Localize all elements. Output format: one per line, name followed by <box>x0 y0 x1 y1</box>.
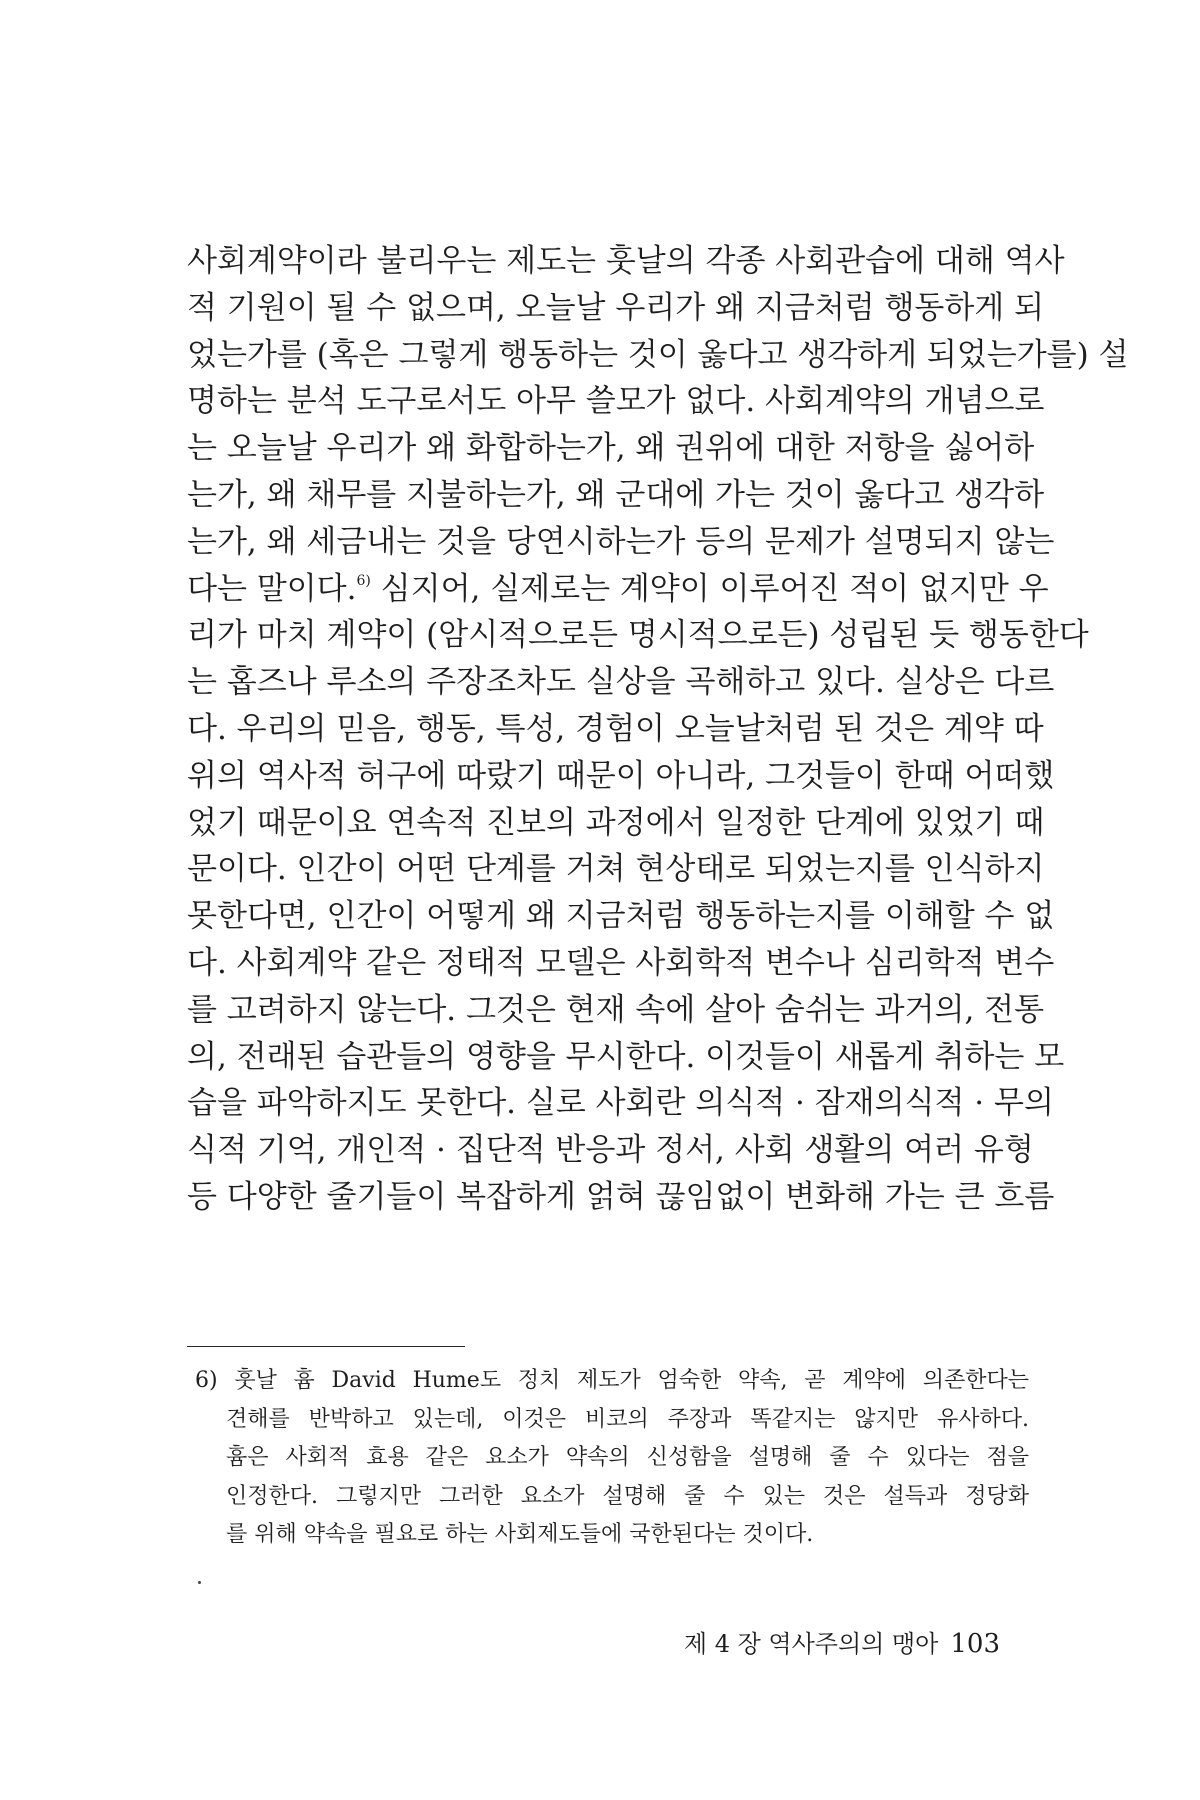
footnote-line: 를 위해 약속을 필요로 하는 사회제도들에 국한된다는 것이다. <box>226 1522 814 1547</box>
body-text-before-ref: 다는 말이다. <box>187 570 357 607</box>
footnote-line: 6) 훗날 흄 David Hume도 정치 제도가 엄숙한 약속, 곧 계약에 의존한다는 <box>195 1368 1029 1393</box>
body-line: 습을 파악하지도 못한다. 실로 사회란 의식적 · 잠재의식적 · 무의 <box>187 1085 1054 1122</box>
footnote-line: 견해를 반박하고 있는데, 이것은 비코의 주장과 똑같지는 않지만 유사하다. <box>226 1406 1029 1432</box>
body-line: 못한다면, 인간이 어떻게 왜 지금처럼 행동하는지를 이해할 수 없 <box>187 898 1055 935</box>
print-speck <box>198 1581 201 1584</box>
footnote-line: 인정한다. 그렇지만 그러한 요소가 설명해 줄 수 있는 것은 설득과 정당화 <box>226 1483 1029 1509</box>
body-line: 는가, 왜 세금내는 것을 당연시하는가 등의 문제가 설명되지 않는 <box>187 523 1055 560</box>
body-line: 문이다. 인간이 어떤 단계를 거쳐 현상태로 되었는지를 인식하지 <box>187 851 1045 888</box>
body-line: 었기 때문이요 연속적 진보의 과정에서 일정한 단계에 있었기 때 <box>187 804 1045 841</box>
body-line: 적 기원이 될 수 없으며, 오늘날 우리가 왜 지금처럼 행동하게 되 <box>187 289 1045 326</box>
footnote <box>195 1362 1029 1555</box>
body-line: 사회계약이라 불리우는 제도는 훗날의 각종 사회관습에 대해 역사 <box>187 243 1065 279</box>
body-line: 식적 기억, 개인적 · 집단적 반응과 정서, 사회 생활의 여러 유형 <box>187 1132 1034 1169</box>
chapter-title: 제 4 장 역사주의의 맹아 <box>683 1630 939 1658</box>
body-line: 위의 역사적 허구에 따랐기 때문이 아니라, 그것들이 한때 어떠했 <box>187 757 1055 794</box>
body-line: 를 고려하지 않는다. 그것은 현재 속에 살아 숨쉬는 과거의, 전통 <box>187 991 1045 1028</box>
body-line: 다. 우리의 믿음, 행동, 특성, 경험이 오늘날처럼 된 것은 계약 따 <box>187 710 1044 747</box>
body-line: 다. 사회계약 같은 정태적 모델은 사회학적 변수나 심리학적 변수 <box>187 944 1055 981</box>
footnote-reference: 6) <box>356 572 371 589</box>
body-line: 등 다양한 줄기들이 복잡하게 얽혀 끊임없이 변화해 가는 큰 흐름 <box>187 1178 1055 1215</box>
body-line: 는 홉즈나 루소의 주장조차도 실상을 곡해하고 있다. 실상은 다르 <box>187 664 1055 701</box>
running-footer <box>684 1628 1000 1660</box>
page-number: 103 <box>950 1629 1000 1659</box>
body-line: 의, 전래된 습관들의 영향을 무시한다. 이것들이 새롭게 취하는 모 <box>187 1038 1065 1075</box>
body-line-with-footnote-ref <box>187 566 1049 613</box>
body-line: 명하는 분석 도구로서도 아무 쓸모가 없다. 사회계약의 개념으로 <box>187 383 1045 420</box>
body-line: 리가 마치 계약이 (암시적으로든 명시적으로든) 성립된 듯 행동한다 <box>187 617 1089 654</box>
body-line: 는가, 왜 채무를 지불하는가, 왜 군대에 가는 것이 옳다고 생각하 <box>187 476 1045 513</box>
body-line: 었는가를 (혹은 그렇게 행동하는 것이 옳다고 생각하게 되었는가를) 설 <box>187 336 1129 373</box>
footnote-divider <box>187 1346 465 1347</box>
footnote-line: 흄은 사회적 효용 같은 요소가 약속의 신성함을 설명해 줄 수 있다는 점을 <box>226 1445 1029 1470</box>
body-line: 는 오늘날 우리가 왜 화합하는가, 왜 권위에 대한 저항을 싫어하 <box>187 430 1035 467</box>
main-paragraph <box>187 238 1129 1221</box>
body-text-after-ref: 심지어, 실제로는 계약이 이루어진 적이 없지만 우 <box>370 570 1049 607</box>
